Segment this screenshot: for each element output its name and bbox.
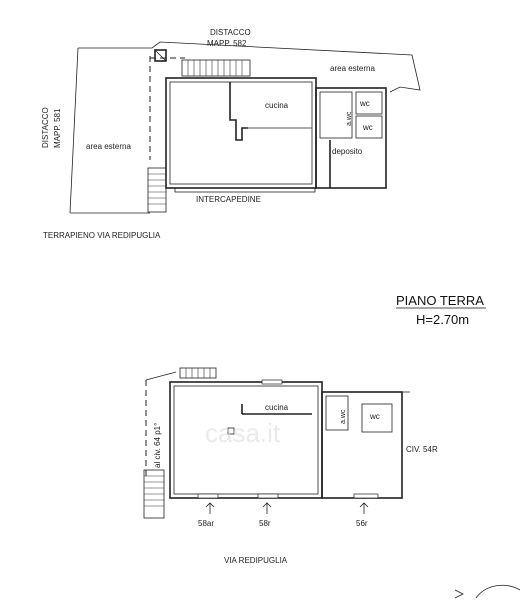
civ-54r-label: CIV. 54R: [406, 445, 438, 454]
wc-lower-label: wc: [363, 123, 373, 132]
area-esterna-right-label: area esterna: [330, 64, 375, 73]
chimney-diagonal: [155, 50, 166, 61]
floor-height: H=2.70m: [416, 312, 470, 327]
window-top: [262, 380, 282, 384]
lower-roof-line: [146, 372, 176, 380]
kitchen-inner-walls: [170, 82, 312, 184]
left-staircase: [148, 168, 166, 212]
north-arrow-arc: [476, 585, 520, 598]
wc-upper-label: wc: [360, 99, 370, 108]
internal-partition: [230, 82, 248, 140]
entrance-58r-label: 58r: [259, 519, 271, 528]
window-56r: [354, 494, 378, 498]
window-58ar: [198, 494, 218, 498]
al-civ-label: al civ. 64 p1°: [153, 422, 162, 468]
intercapedine-label: INTERCAPEDINE: [196, 195, 261, 204]
arrow-58r: [263, 503, 271, 514]
north-arrow-pointer: [455, 590, 463, 598]
arrow-56r: [360, 503, 368, 514]
a-wc-upper-label: a.wc: [346, 111, 353, 126]
terrapieno-label: TERRAPIENO VIA REDIPUGLIA: [43, 231, 161, 240]
cucina-lower-label: cucina: [265, 403, 289, 412]
lot-left-edge: [70, 48, 78, 213]
mapp-581-label: MAPP. 581: [53, 108, 62, 148]
mapp-582-label: MAPP. 582: [207, 39, 247, 48]
deposito-label: deposito: [332, 147, 363, 156]
lower-plan: [144, 368, 520, 598]
watermark-logo: casa.it: [205, 418, 281, 448]
via-redipuglia-label: VIA REDIPUGLIA: [224, 556, 288, 565]
lower-left-staircase: [144, 470, 164, 518]
cucina-upper-label: cucina: [265, 101, 289, 110]
entrance-58ar-label: 58ar: [198, 519, 215, 528]
window-58r: [258, 494, 278, 498]
top-staircase: [182, 60, 250, 76]
a-wc-lower-label: a.wc: [340, 409, 347, 424]
wc-lower-plan-label: wc: [370, 412, 380, 421]
arrow-58ar: [206, 503, 214, 514]
entrance-56r-label: 56r: [356, 519, 368, 528]
distacco-top-label: DISTACCO: [210, 28, 251, 37]
area-esterna-left-label: area esterna: [86, 142, 131, 151]
kitchen-room-walls: [166, 78, 316, 188]
distacco-left-label: DISTACCO: [41, 107, 50, 148]
floor-title: PIANO TERRA: [396, 293, 484, 308]
